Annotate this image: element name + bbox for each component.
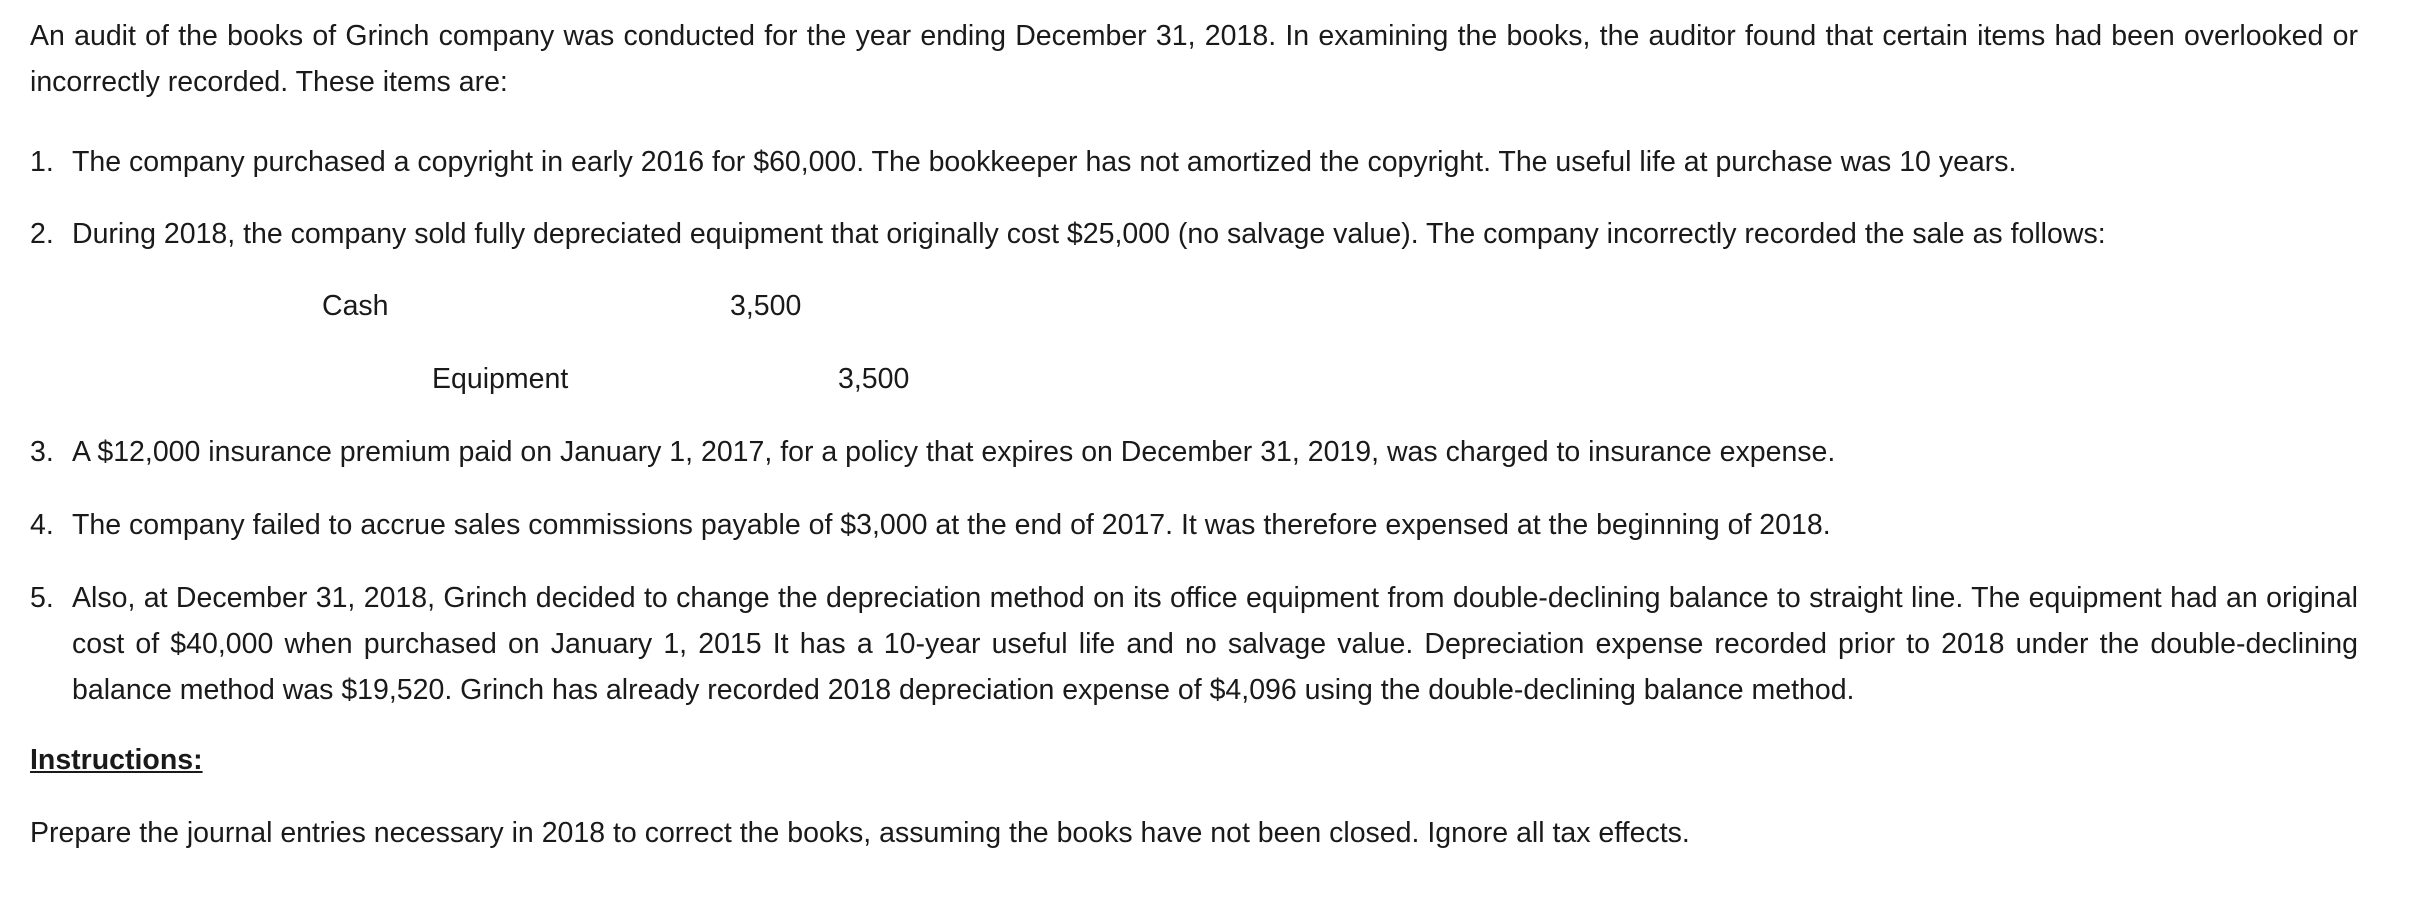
journal-credit-account: Equipment [432,363,569,395]
journal-credit-amount: 3,500 [838,363,910,395]
list-item-text: The company purchased a copyright in early 2016 for $60,000. The bookkeeper has not amortized the copyright. The useful life at purchase was 10 years. [72,146,2017,178]
list-number: 3. [30,436,54,468]
list-item-text: The company failed to accrue sales commissions payable of $3,000 at the end of 2017. It was therefore expensed at the beginning of 2018. [72,509,1831,541]
list-number: 2. [30,218,54,250]
list-item-text: During 2018, the company sold fully depreciated equipment that originally cost $25,000 (no salvage value). The company incorrectly recorded the sale as follows: [72,218,2106,250]
list-item-4 [30,502,2358,548]
list-item-2 [30,211,2358,257]
list-item-text: A $12,000 insurance premium paid on January 1, 2017, for a policy that expires on December 31, 2019, was charged to insurance expense. [72,436,1836,468]
intro-paragraph: An audit of the books of Grinch company was conducted for the year ending December 31, 2018. In examining the books, the auditor found that certain items had been overlooked or incorrectly recorded. These items are: [30,20,2358,98]
list-number: 1. [30,146,54,178]
list-item-3 [30,429,2358,475]
list-item-5 [30,575,2358,713]
instructions-text: Prepare the journal entries necessary in 2018 to correct the books, assuming the books have not been closed. Ignore all tax effects. [30,817,1690,849]
list-item-1 [30,139,2358,185]
journal-debit-account: Cash [322,290,389,322]
list-number: 5. [30,582,54,614]
list-number: 4. [30,509,54,541]
list-item-text: Also, at December 31, 2018, Grinch decided to change the depreciation method on its office equipment from double-declining balance to straight line. The equipment had an original cost of $40,000 when purchased on January 1, 2015 It has a 10-year useful life and no salvage value. Depreciation expense recorded prior to 2018 under the double-declining balance method was $19,520. Grinch has already recorded 2018 depreciation expense of $4,096 using the double-declining balance method. [72,582,2358,706]
instructions-heading: Instructions: [30,744,203,776]
journal-debit-amount: 3,500 [730,290,802,322]
